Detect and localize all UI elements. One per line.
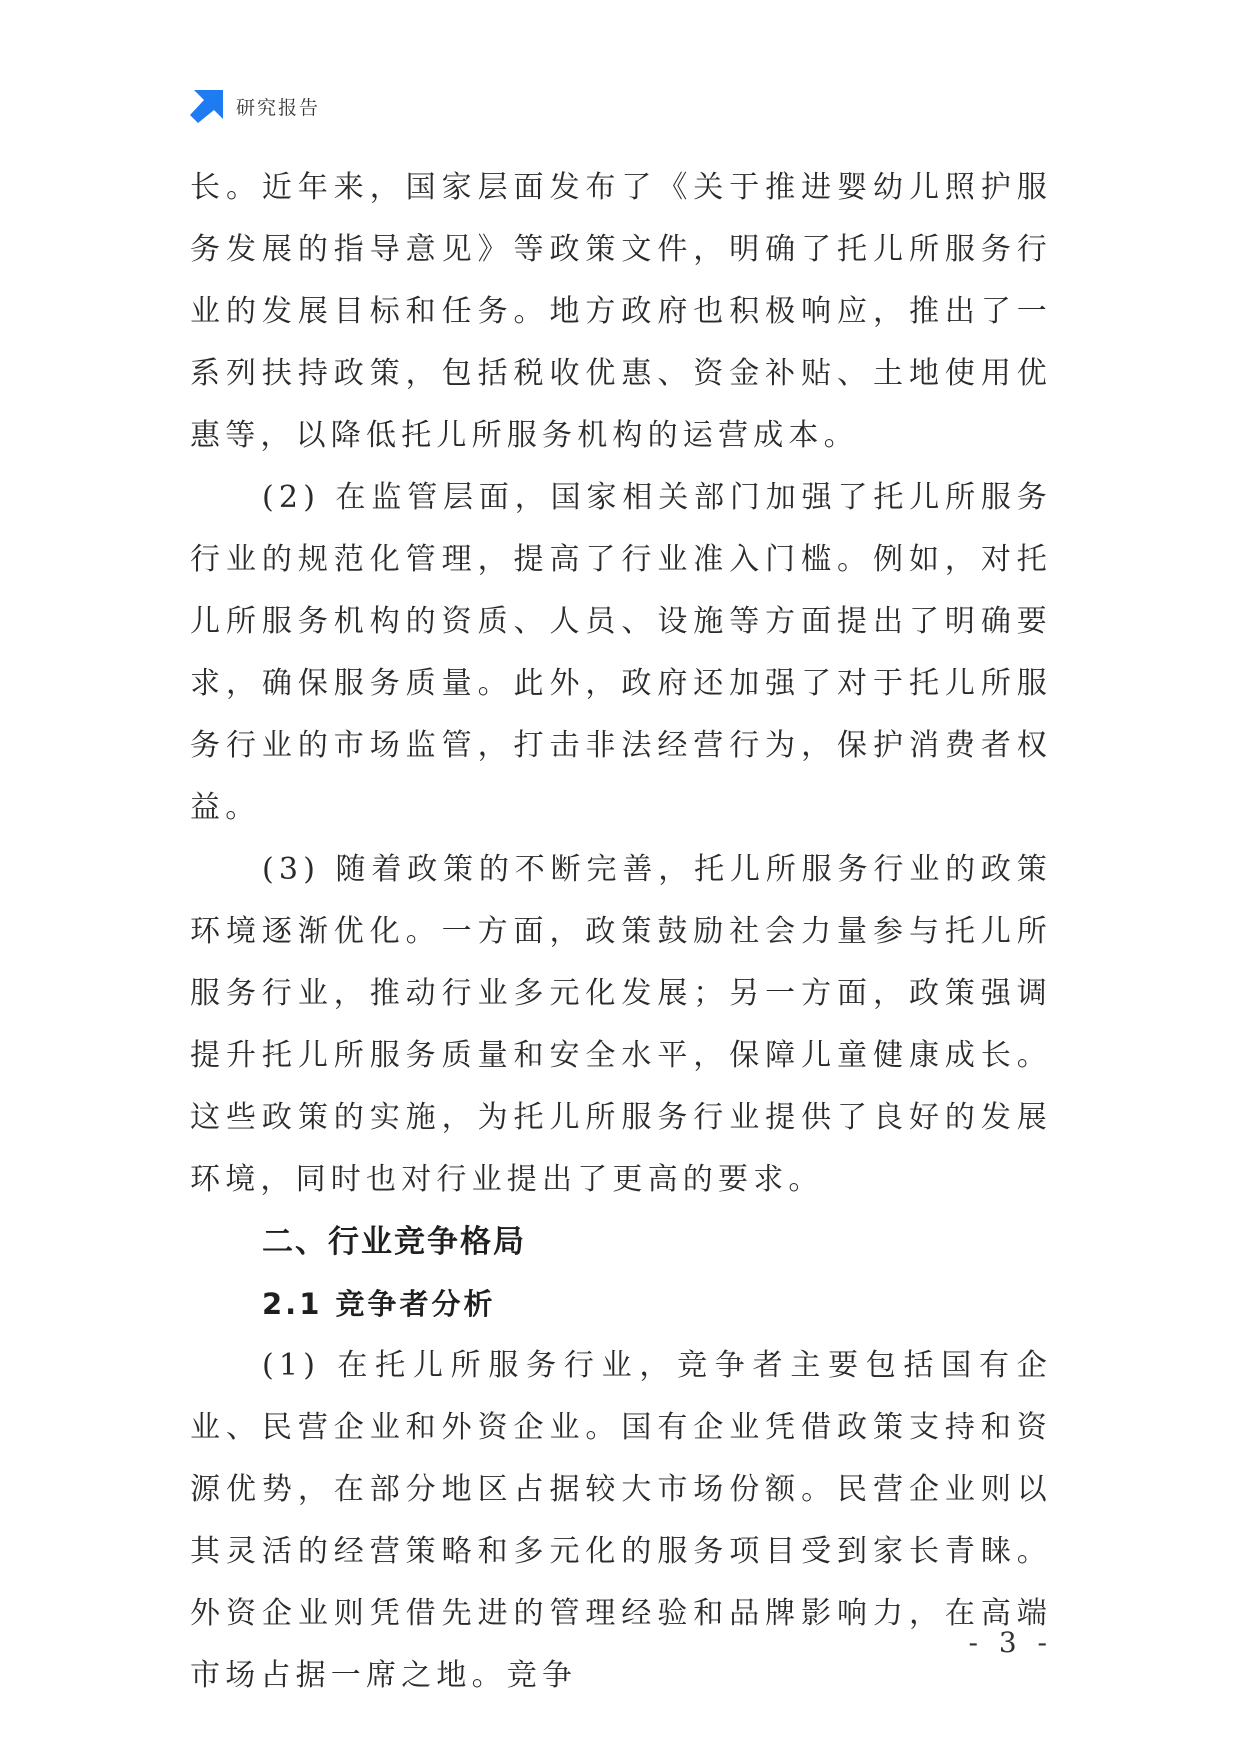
document-body [190, 157, 1052, 1707]
header-title: 研究报告 [236, 96, 321, 119]
page-header [190, 88, 320, 124]
paragraph-competitors: (1) 在托儿所服务行业，竞争者主要包括国有企业、民营企业和外资企业。国有企业凭借政策支持和资源优势，在部分地区占据较大市场份额。民营企业则以其灵活的经营策略和多元化的服务项目受到家长青睐。外资企业则凭借先进的管理经验和品牌影响力，在高端市场占据一席之地。竞争 [190, 1348, 1052, 1693]
subsection-heading: 2.1 竞争者分析 [262, 1287, 496, 1321]
arrow-up-right-icon [190, 89, 224, 123]
paragraph-policy-environment: (3) 随着政策的不断完善，托儿所服务行业的政策环境逐渐优化。一方面，政策鼓励社会力量参与托儿所服务行业，推动行业多元化发展；另一方面，政策强调提升托儿所服务质量和安全水平，保障儿童健康成长。这些政策的实施，为托儿所服务行业提供了良好的发展环境，同时也对行业提出了更高的要求。 [190, 852, 1052, 1197]
paragraph-continuation: 长。近年来，国家层面发布了《关于推进婴幼儿照护服务发展的指导意见》等政策文件，明确了托儿所服务行业的发展目标和任务。地方政府也积极响应，推出了一系列扶持政策，包括税收优惠、资金补贴、土地使用优惠等，以降低托儿所服务机构的运营成本。 [190, 170, 1052, 453]
page-number: - 3 - [968, 1626, 1053, 1659]
section-heading: 二、行业竞争格局 [262, 1224, 526, 1260]
paragraph-regulation: (2) 在监管层面，国家相关部门加强了托儿所服务行业的规范化管理，提高了行业准入门槛。例如，对托儿所服务机构的资质、人员、设施等方面提出了明确要求，确保服务质量。此外，政府还加强了对于托儿所服务行业的市场监管，打击非法经营行为，保护消费者权益。 [190, 480, 1052, 825]
